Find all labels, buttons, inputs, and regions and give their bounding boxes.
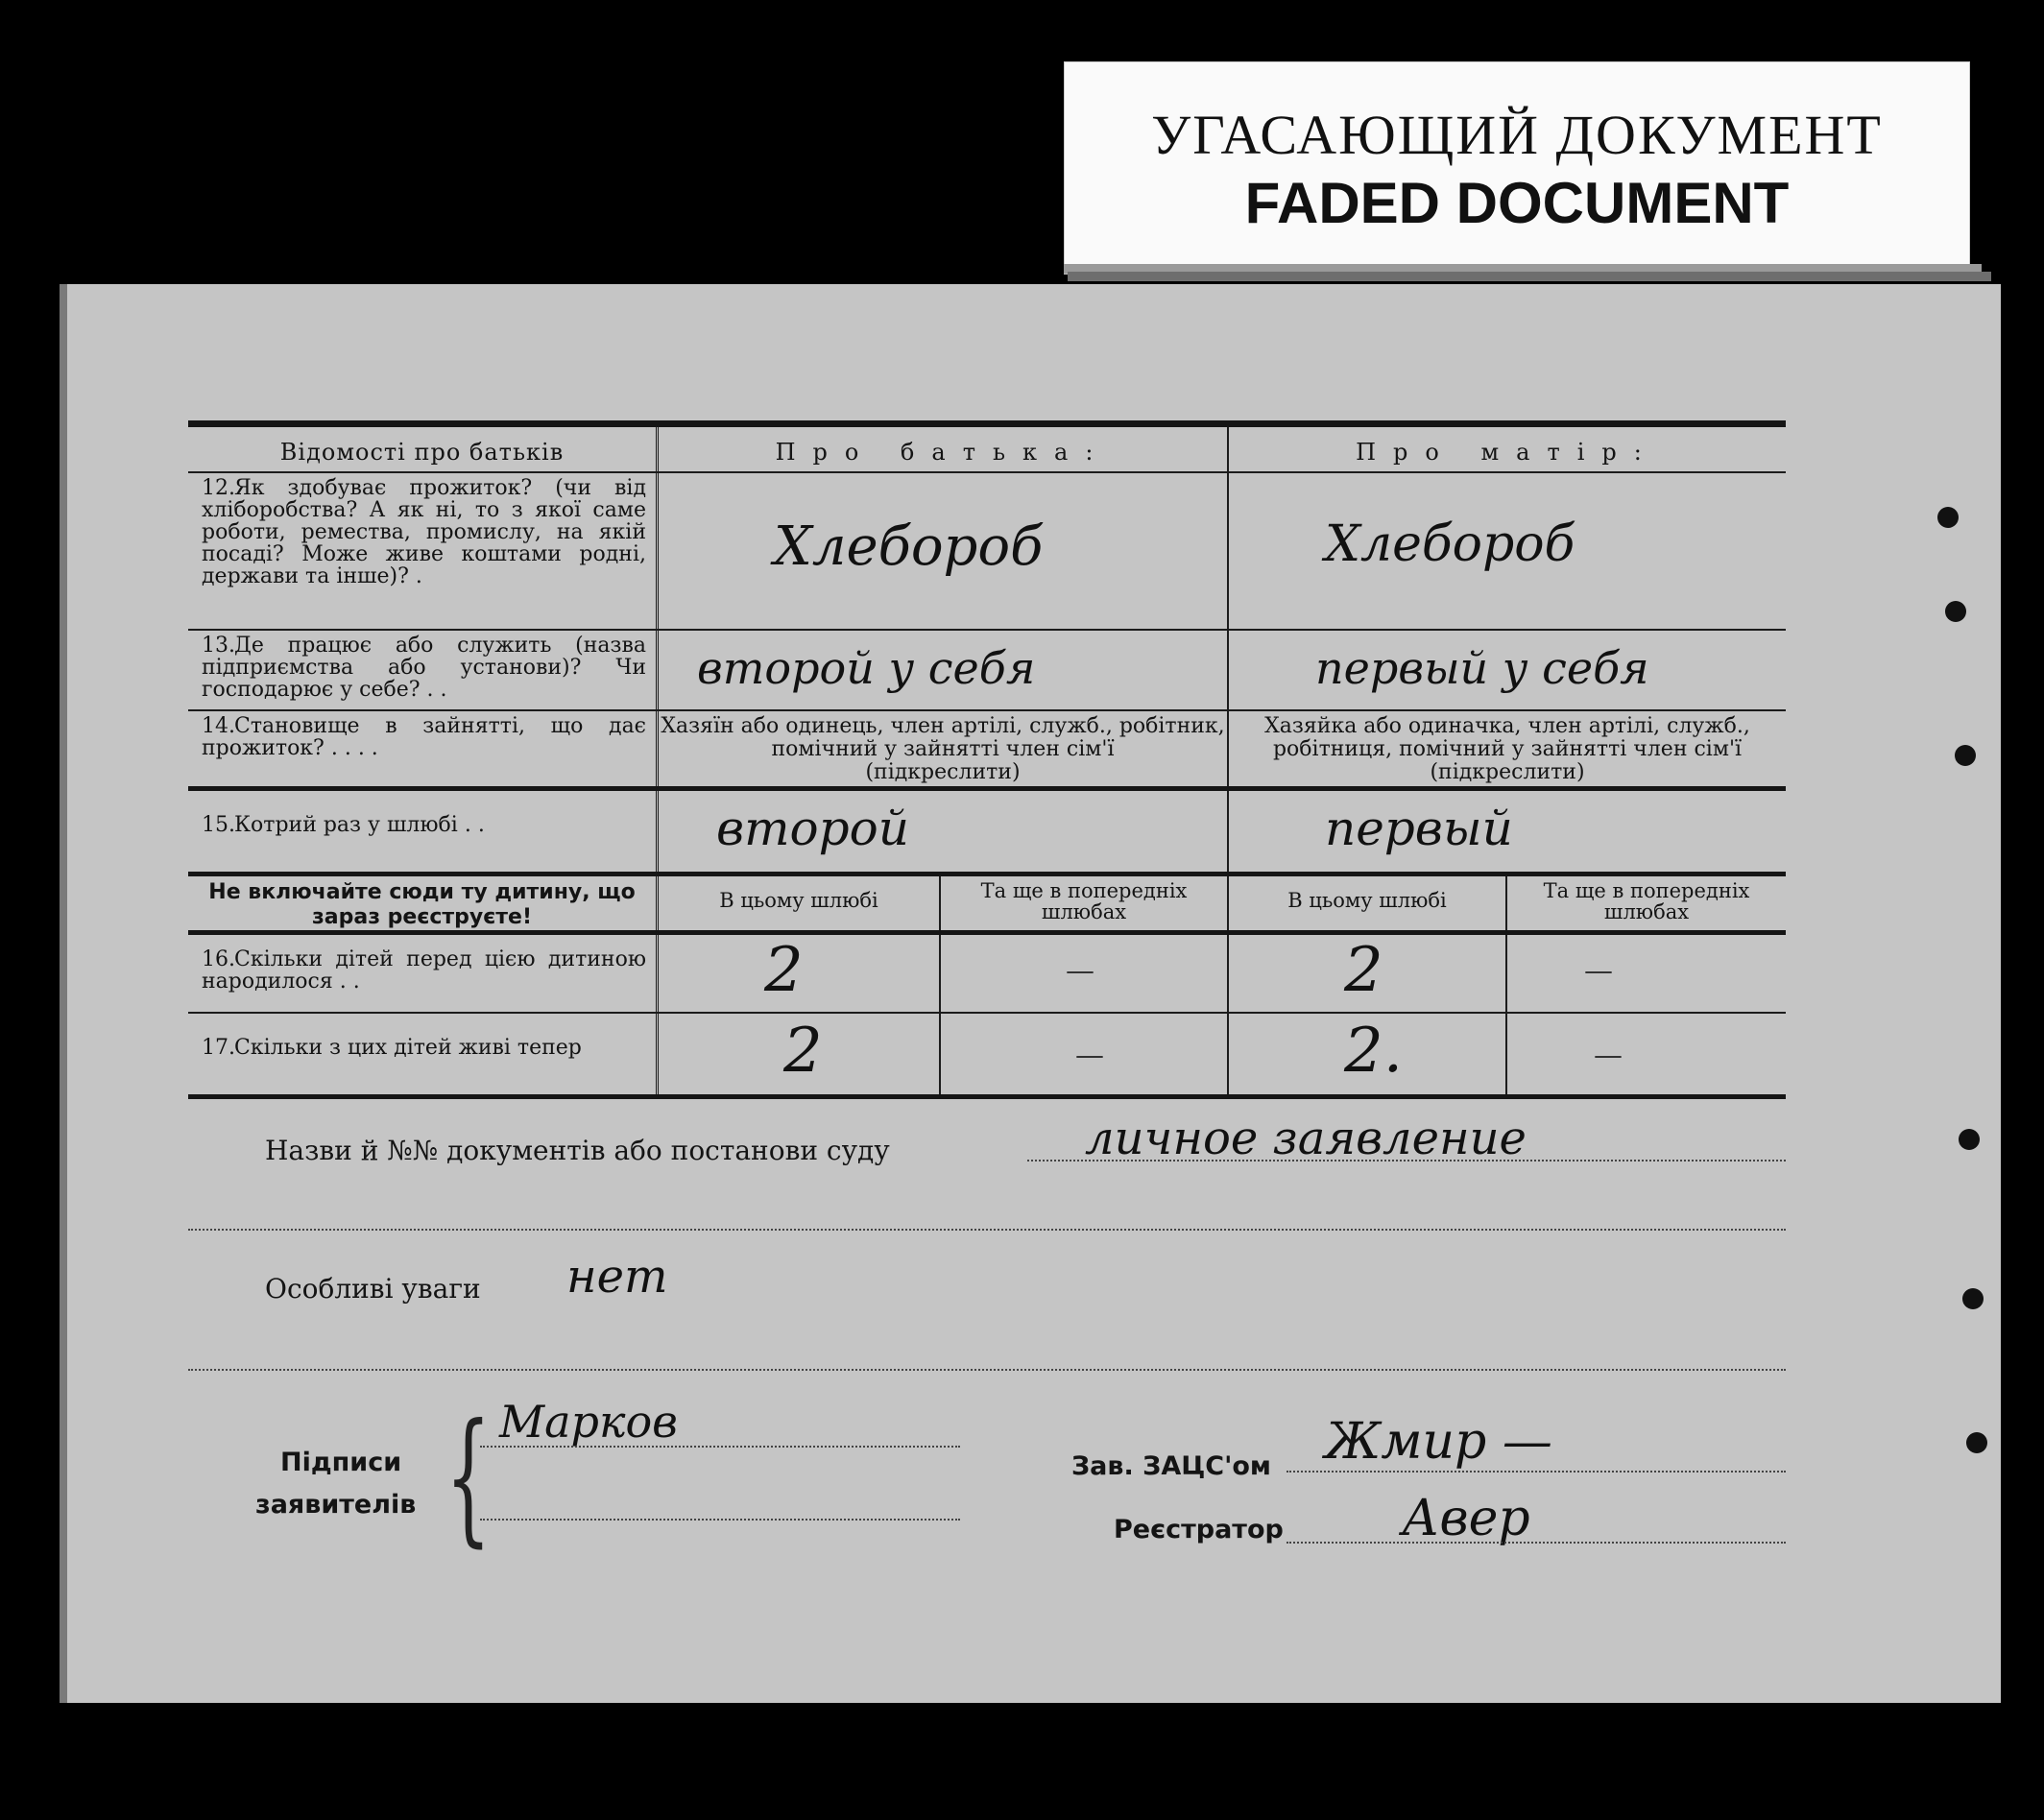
children-born-mother-prev: —	[1584, 954, 1613, 988]
mother-previous-header: Та ще в попередніх шлюбах	[1543, 879, 1750, 923]
q14-father-options	[659, 711, 1229, 786]
question-14: 14.Становище в зайнятті, що дає прожиток? . . . .	[188, 711, 659, 786]
children-born-father-this: 2	[764, 935, 804, 1006]
q12-father-answer	[659, 473, 1229, 629]
handwritten-remarks: нет	[566, 1250, 668, 1304]
handwritten-father-marriage-count: второй	[716, 801, 909, 856]
binding-hole	[1937, 507, 1959, 528]
table-row-q17	[188, 1014, 1786, 1099]
label-english: FADED DOCUMENT	[1244, 171, 1790, 235]
q14-mother-options	[1229, 711, 1786, 786]
question-13: 13.Де працює або служить (назва підприємства або установи)? Чи господарює у себе? . .	[188, 631, 659, 709]
q17-father-this	[659, 1014, 941, 1094]
handwritten-head-signature: Жмир —	[1325, 1413, 1552, 1471]
q13-mother-answer	[1229, 631, 1786, 709]
mother-status-options: Хазяйка або одиначка, член артілі, служб., робітниця, помічний у зайнятті член сім'ї	[1264, 714, 1750, 761]
father-previous-header: Та ще в попередніх шлюбах	[941, 876, 1229, 930]
documents-dotted-line-2	[188, 1229, 1786, 1231]
table-header-row	[188, 427, 1786, 473]
handwritten-mother-occupation: Хлебороб	[1325, 515, 1575, 573]
binding-hole	[1966, 1432, 1987, 1453]
handwritten-mother-workplace: первый у себя	[1315, 642, 1649, 694]
handwritten-documents: личное заявление	[1085, 1112, 1527, 1165]
q16-father-prev	[941, 935, 1229, 1012]
q16-father-this	[659, 935, 941, 1012]
registration-card	[60, 284, 2001, 1703]
handwritten-mother-marriage-count: первый	[1325, 801, 1513, 856]
q15-father-answer	[659, 791, 1229, 872]
page-stack-edge	[1068, 272, 1991, 281]
head-label: Зав. ЗАЦС'ом	[1071, 1451, 1271, 1481]
binding-hole	[1962, 1288, 1984, 1309]
binding-hole	[1959, 1129, 1980, 1150]
faded-document-label	[1064, 61, 1970, 273]
documents-dotted-line	[1027, 1160, 1786, 1161]
handwritten-applicant-signature: Марков	[499, 1396, 678, 1448]
applicants-label-line1: Підписи	[280, 1448, 402, 1477]
underline-note: (підкреслити)	[865, 760, 1021, 784]
table-row-q14	[188, 711, 1786, 791]
header-col-father: Про батька:	[659, 427, 1229, 471]
underline-note: (підкреслити)	[1430, 760, 1585, 784]
table-row-q13	[188, 631, 1786, 711]
head-sig-line	[1287, 1471, 1786, 1473]
q16-mother-this	[1229, 935, 1507, 1012]
q17-mother-prev	[1507, 1014, 1786, 1094]
children-note: Не включайте сюди ту дитину, що зараз реєструєте!	[188, 876, 659, 930]
father-status-options: Хазяїн або одинець, член артілі, служб., робітник, помічний у зайнятті член сім'ї	[661, 714, 1225, 761]
children-header-row	[188, 876, 1786, 935]
q12-mother-answer	[1229, 473, 1786, 629]
table-row-q16	[188, 935, 1786, 1014]
question-17: 17.Скільки з цих дітей живі тепер	[188, 1014, 659, 1094]
label-russian: УГАСАЮЩИЙ ДОКУМЕНТ	[1151, 104, 1883, 166]
binding-hole	[1945, 601, 1966, 622]
father-this-marriage-header: В цьому шлюбі	[659, 876, 941, 930]
children-alive-mother-this: 2.	[1344, 1016, 1404, 1087]
documents-label: Назви й №№ документів або постанови суду	[265, 1135, 890, 1166]
header-col-info: Відомості про батьків	[188, 427, 659, 471]
mother-this-marriage-header: В цьому шлюбі	[1229, 876, 1507, 930]
children-alive-father-prev: —	[1075, 1039, 1104, 1072]
q15-mother-answer	[1229, 791, 1786, 872]
children-born-mother-this: 2	[1344, 935, 1383, 1006]
binding-hole	[1955, 745, 1976, 766]
q13-father-answer	[659, 631, 1229, 709]
header-col-mother: Про матір:	[1356, 439, 1659, 466]
parents-table	[188, 420, 1786, 1099]
applicants-brace: {	[445, 1394, 492, 1561]
question-16: 16.Скільки дітей перед цією дитиною народилося . .	[188, 935, 659, 1012]
question-15: 15.Котрий раз у шлюбі . .	[188, 791, 659, 872]
handwritten-father-occupation: Хлебороб	[774, 515, 1044, 578]
remarks-label: Особливі уваги	[265, 1273, 481, 1305]
applicant-sig-line-1	[480, 1446, 960, 1448]
table-row-q15	[188, 791, 1786, 876]
children-alive-father-this: 2	[783, 1016, 823, 1087]
handwritten-father-workplace: второй у себя	[697, 642, 1036, 694]
question-12: 12.Як здобуває прожиток? (чи від хліборобства? А як ні, то з якої саме роботи, ремества, промислу, на якій посаді? Може живе коштами родні, держави та інше)? .	[188, 473, 659, 629]
children-born-father-prev: —	[1066, 954, 1094, 988]
applicant-sig-line-2	[480, 1519, 960, 1521]
remarks-dotted-line	[188, 1369, 1786, 1371]
applicants-label-line2: заявителів	[255, 1490, 417, 1520]
table-row-q12	[188, 473, 1786, 631]
children-alive-mother-prev: —	[1594, 1039, 1623, 1072]
registrar-label: Реєстратор	[1114, 1515, 1284, 1545]
registrar-sig-line	[1287, 1542, 1786, 1544]
handwritten-registrar-signature: Авер	[1402, 1490, 1530, 1547]
q17-mother-this	[1229, 1014, 1507, 1094]
q17-father-prev	[941, 1014, 1229, 1094]
q16-mother-prev	[1507, 935, 1786, 1012]
